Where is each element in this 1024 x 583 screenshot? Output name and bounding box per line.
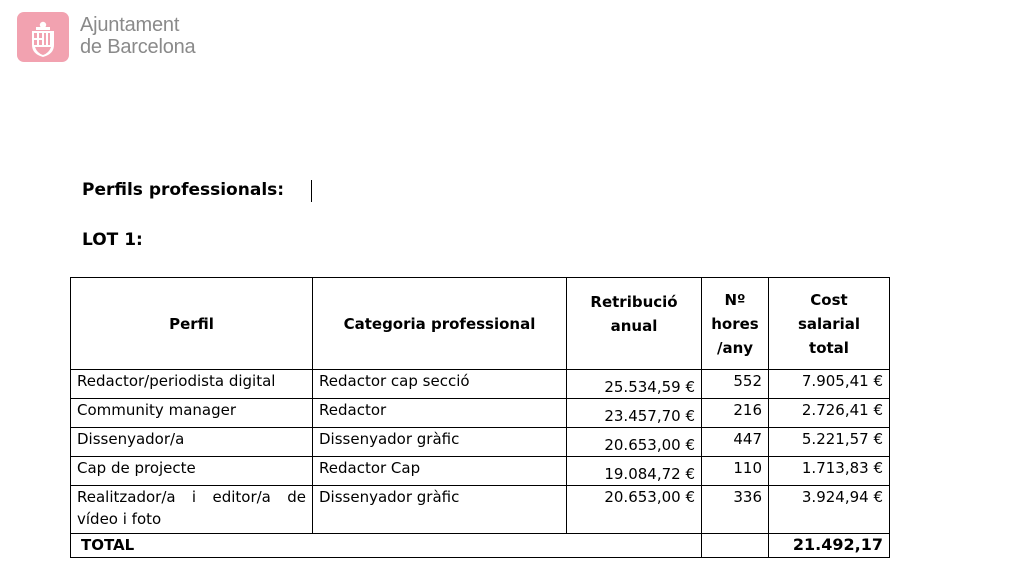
cell-categoria: Dissenyador gràfic <box>313 486 567 534</box>
total-empty-cell <box>702 534 769 558</box>
cell-categoria: Redactor Cap <box>313 457 567 486</box>
total-row <box>71 534 890 558</box>
heading-perfils: Perfils professionals: <box>82 180 285 200</box>
total-label: TOTAL <box>71 534 702 558</box>
cell-perfil: Dissenyador/a <box>71 428 313 457</box>
cell-retribucio: 25.534,59 € <box>567 370 702 399</box>
cell-perfil: Cap de projecte <box>71 457 313 486</box>
cell-cost: 1.713,83 € <box>769 457 890 486</box>
profiles-table <box>70 277 890 558</box>
table-row <box>71 457 890 486</box>
cell-categoria: Redactor <box>313 399 567 428</box>
cell-hores: 110 <box>702 457 769 486</box>
cell-hores: 216 <box>702 399 769 428</box>
cell-retribucio: 20.653,00 € <box>567 428 702 457</box>
barcelona-shield-logo-icon <box>17 12 69 62</box>
header-hores: Nº hores /any <box>702 278 769 370</box>
logo-line-1: Ajuntament <box>80 14 180 36</box>
cell-cost: 7.905,41 € <box>769 370 890 399</box>
cell-perfil: Community manager <box>71 399 313 428</box>
cell-cost: 3.924,94 € <box>769 486 890 534</box>
cell-retribucio: 19.084,72 € <box>567 457 702 486</box>
header-perfil: Perfil <box>71 278 313 370</box>
heading-lot: LOT 1: <box>82 230 143 250</box>
table-row <box>71 428 890 457</box>
cell-retribucio: 20.653,00 € <box>567 486 702 534</box>
table-row <box>71 370 890 399</box>
table-row <box>71 399 890 428</box>
cell-categoria: Redactor cap secció <box>313 370 567 399</box>
cell-cost: 2.726,41 € <box>769 399 890 428</box>
table-row <box>71 486 890 534</box>
logo-wordmark <box>80 14 195 58</box>
header-cost: Cost salarial total <box>769 278 890 370</box>
cell-cost: 5.221,57 € <box>769 428 890 457</box>
cell-retribucio: 23.457,70 € <box>567 399 702 428</box>
cell-hores: 447 <box>702 428 769 457</box>
total-value: 21.492,17 <box>769 534 890 558</box>
table-header-row <box>71 278 890 370</box>
header-categoria: Categoria professional <box>313 278 567 370</box>
cell-perfil: Redactor/periodista digital <box>71 370 313 399</box>
logo-line-2: de Barcelona <box>80 36 196 58</box>
cell-perfil: Realitzador/a i editor/a de vídeo i foto <box>71 486 313 534</box>
cell-hores: 336 <box>702 486 769 534</box>
cell-categoria: Dissenyador gràfic <box>313 428 567 457</box>
cell-hores: 552 <box>702 370 769 399</box>
header-retribucio: Retribució anual <box>567 278 702 370</box>
text-cursor <box>311 180 312 202</box>
